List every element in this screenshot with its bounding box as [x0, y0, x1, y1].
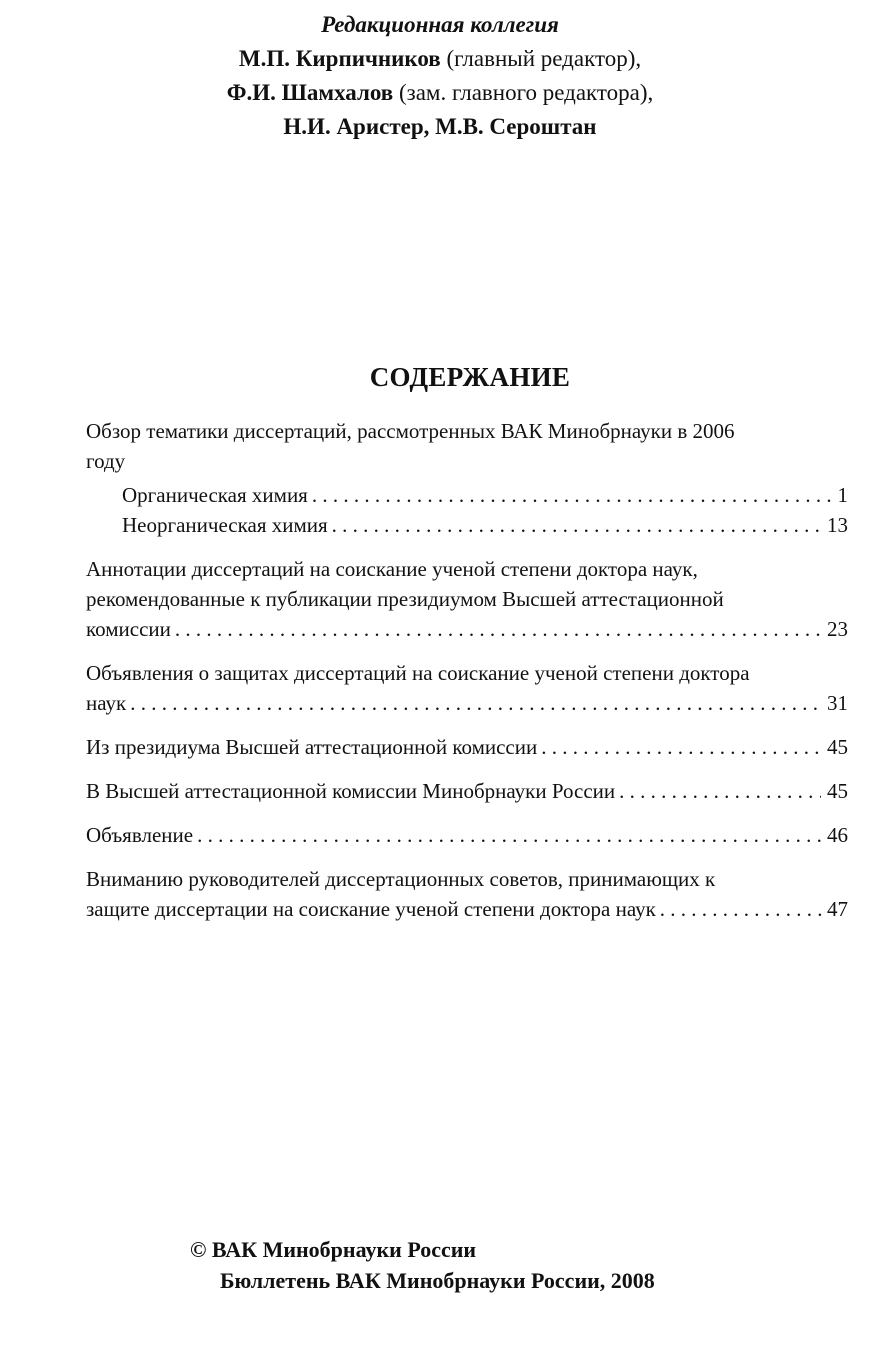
bulletin-line: Бюллетень ВАК Минобрнауки России, 2008 — [220, 1268, 655, 1293]
toc-entry-review — [86, 416, 848, 476]
toc-subentry-organic-chemistry[interactable] — [86, 480, 848, 510]
toc-entry-vak-ministry[interactable] — [86, 776, 848, 806]
toc-entry-text: Объявления о защитах диссертаций на соискание ученой степени доктора — [86, 661, 750, 685]
toc-leader-dots — [541, 732, 821, 762]
toc-entry-text: комиссии — [86, 617, 171, 641]
toc-leader-dots — [660, 894, 821, 924]
toc-leader-dots — [312, 480, 832, 510]
toc-entry-annotations[interactable] — [86, 554, 848, 644]
toc-page-number: 13 — [827, 513, 848, 537]
toc-entry-defense-announcements[interactable] — [86, 658, 848, 718]
board-member-role: (зам. главного редактора), — [393, 80, 654, 105]
toc-page-number: 47 — [827, 897, 848, 921]
board-member-role: (главный редактор), — [440, 46, 642, 71]
editorial-board — [0, 8, 880, 144]
copyright-line: © ВАК Минобрнауки России — [190, 1237, 477, 1262]
toc-entry-text: Вниманию руководителей диссертационных советов, принимающих к — [86, 867, 716, 891]
toc-entry-text: Аннотации диссертаций на соискание ученой степени доктора наук, — [86, 557, 698, 581]
toc-entry-text: Неорганическая химия — [122, 513, 328, 537]
toc-leader-dots — [332, 510, 821, 540]
toc-page-number: 31 — [827, 691, 848, 715]
toc-entry-text: Из президиума Высшей аттестационной комиссии — [86, 735, 538, 759]
toc-entry-presidium[interactable] — [86, 732, 848, 762]
toc-entry-text: году — [86, 449, 126, 473]
copyright-block — [190, 1234, 655, 1296]
board-member-line — [0, 42, 880, 76]
toc-leader-dots — [197, 820, 821, 850]
toc-subentry-inorganic-chemistry[interactable] — [86, 510, 848, 540]
toc-entry-text: Объявление — [86, 823, 194, 847]
toc-entry-text: рекомендованные к публикации президиумом Высшей аттестационной — [86, 587, 724, 611]
board-members-last: Н.И. Аристер, М.В. Сероштан — [283, 114, 597, 139]
toc-title: СОДЕРЖАНИЕ — [369, 362, 571, 392]
toc-leader-dots — [130, 688, 821, 718]
toc-entry-announcement[interactable] — [86, 820, 848, 850]
editorial-board-caption: Редакционная коллегия — [321, 12, 559, 37]
toc-page-number: 45 — [827, 779, 848, 803]
toc-entry-text: наук — [86, 691, 127, 715]
toc-entry-text: защите диссертации на соискание ученой степени доктора наук — [86, 897, 656, 921]
board-member-name: Ф.И. Шамхалов — [226, 80, 394, 105]
board-member-line — [0, 76, 880, 110]
toc-page-number: 45 — [827, 735, 848, 759]
table-of-contents — [86, 416, 848, 938]
toc-page-number: 23 — [827, 617, 848, 641]
toc-entry-text: В Высшей аттестационной комиссии Минобрнауки России — [86, 779, 616, 803]
toc-entry-text: Обзор тематики диссертаций, рассмотренных ВАК Минобрнауки в 2006 — [86, 419, 735, 443]
board-member-name: М.П. Кирпичников — [238, 46, 441, 71]
toc-page-number: 46 — [827, 823, 848, 847]
toc-leader-dots — [619, 776, 821, 806]
toc-page-number: 1 — [837, 483, 848, 507]
toc-entry-text: Органическая химия — [122, 483, 308, 507]
toc-leader-dots — [175, 614, 821, 644]
toc-entry-attention-councils[interactable] — [86, 864, 848, 924]
